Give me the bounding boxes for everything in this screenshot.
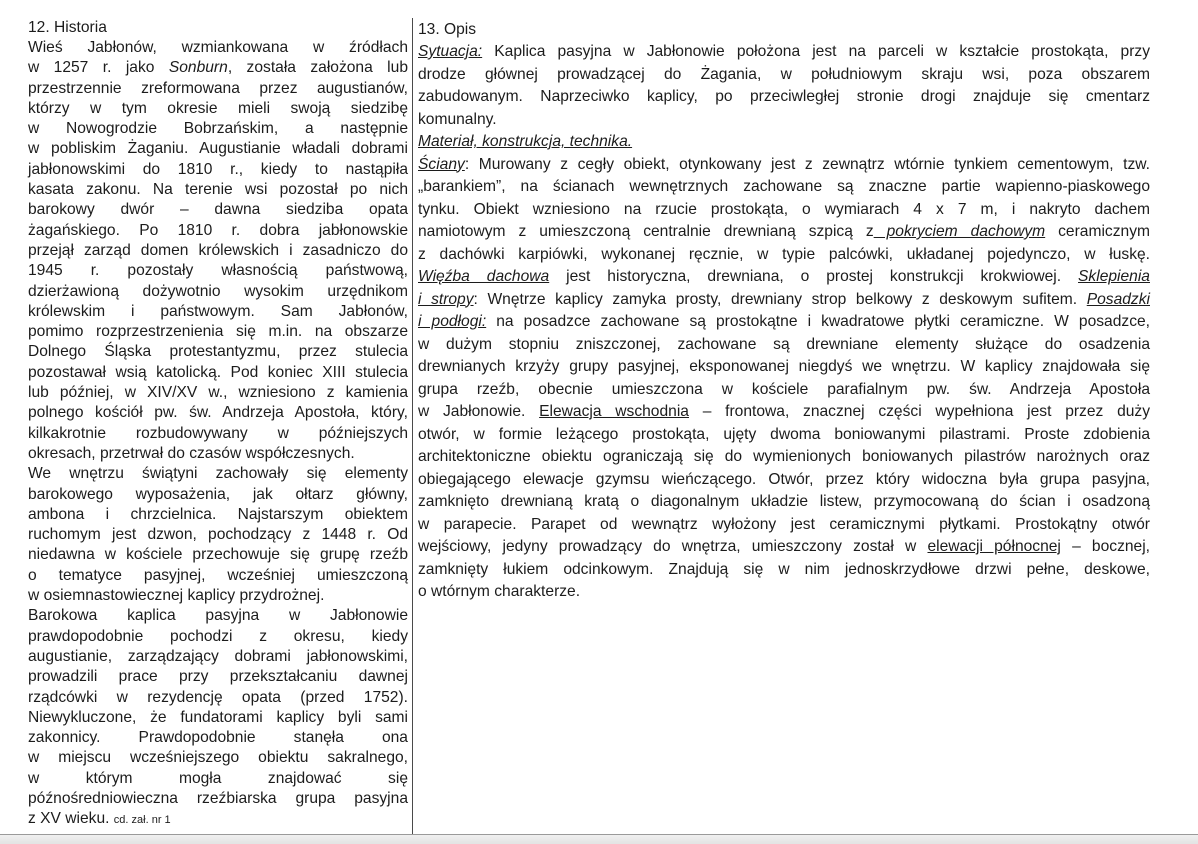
text-line: drodze głównej prowadzącej do Żagania, w południowym skraju wsi, poza obszarem: [418, 65, 1150, 83]
text-line: zamknięty łukiem odcinkowym. Znajdują się w nim jednoskrzydłowe drzwi pełne, deskowe,: [418, 560, 1150, 578]
text-line: w Jabłonowie. Elewacja wschodnia – frontowa, znacznej części wypełniona jest przez duży: [418, 403, 1151, 420]
text-line: pozostawał wsią katolicką. Pod koniec XIII stulecia: [28, 363, 408, 381]
text-line: niedawna w kościele przechowuje się grupę rzeźb: [28, 546, 408, 564]
text-line: królewskim i państwowym. Sam Jabłonów,: [28, 302, 408, 320]
text-line: „barankiem”, na ścianach wewnętrznych zachowane są znaczne partie wapienno-piaskowego: [418, 178, 1150, 195]
attachment-note: cd. zał. nr 1: [113, 814, 171, 827]
text-line: zabudowanym. Naprzeciwko kaplicy, po przeciwległej stronie drogi znajduje się cmentarz: [418, 88, 1150, 105]
text-line: augustianie, zarządzający dobrami jabłonowskimi,: [28, 647, 408, 665]
text-line: w 1257 r. jako Sonburn, została założona lub: [28, 59, 408, 77]
text-line: tynku. Obiekt wzniesiono na rzucie prostokąta, o wymiarach 4 x 7 m, i nakryto dachem: [418, 200, 1150, 218]
text-line: Sytuacja: Kaplica pasyjna w Jabłonowie położona jest na parceli w kształcie prostokąta, przy: [418, 43, 1150, 60]
text-line: w parapecie. Parapet od wewnątrz wyłożony jest ceramicznymi płytkami. Prostokątny otwór: [418, 515, 1150, 533]
text-line: i stropy: Wnętrze kaplicy zamyka prosty, drewniany strop belkowy z deskowym sufitem. Posadzki: [418, 290, 1150, 308]
text-line: o tematyce pasyjnej, wcześniej umieszczoną: [28, 566, 408, 584]
text-line: kasata zakonu. Na terenie wsi pozostał po nich: [28, 181, 408, 199]
text-line: przejął zarząd domen królewskich i zasadniczo do: [28, 241, 408, 259]
label-material: Materiał, konstrukcja, technika.: [418, 133, 633, 150]
text-line: namiotowym z umieszczoną centralnie drewnianą szpicą z pokryciem dachowym ceramicznym: [418, 223, 1150, 240]
text-line: polnego kościół pw. św. Andrzeja Apostoła, który,: [28, 404, 408, 422]
text-line: barokowy dwór – dawna siedziba opata: [28, 201, 408, 219]
text-line: późnośredniowieczna rzeźbiarska grupa pasyjna: [28, 789, 408, 807]
text-line: rządcówki w rezydencję opata (przed 1752).: [28, 688, 408, 706]
section-historia: [28, 18, 408, 831]
label-posadzki: Posadzki: [1086, 290, 1150, 308]
text-line: w osiemnastowiecznej kaplicy przydrożnej.: [28, 587, 325, 605]
text-line: z XV wieku. cd. zał. nr 1: [28, 810, 171, 828]
label-pokrycie: pokryciem dachowym: [873, 223, 1046, 240]
text-line: zakonnicy. Prawdopodobnie stanęła ona: [28, 729, 408, 747]
text-line: prowadzili prace przy przekształcaniu dawnej: [28, 668, 408, 686]
text-line: jabłonowskimi do 1810 r., kiedy to nastąpiła: [28, 160, 408, 178]
text-line: grupa rzeźb, obecnie umieszczona w kościele parafialnym pw. św. Andrzeja Apostoła: [418, 380, 1150, 398]
text-line: 1945 r. pozostały własnością państwową,: [28, 262, 408, 280]
text-line: okresach, przetrwał do czasów współczesnych.: [28, 444, 355, 462]
text-line: architektoniczne obiektu ograniczają się do wymienionych boniowanych pilastrów narożnych oraz: [418, 448, 1150, 465]
text-line: Wieś Jabłonów, wzmiankowana w źródłach: [28, 39, 408, 56]
text-line: lub później, w XIV/XV w., wzniesiono z kamienia: [28, 384, 408, 402]
text-line: i podłogi: na posadzce zachowane są prostokątne i kwadratowe płytki ceramiczne. W posadzce,: [418, 313, 1150, 330]
sonburn-name: Sonburn: [168, 59, 228, 77]
text-line: prawdopodobnie pochodzi z okresu, kiedy: [28, 627, 408, 645]
label-stropy: i stropy: [418, 290, 474, 308]
text-line: zamknięto drewnianą kratą o diagonalnym układzie listew, przymocowaną do ścian i osadzoną: [418, 493, 1150, 510]
label-sklepienia: Sklepienia: [1078, 268, 1150, 285]
label-sytuacja: Sytuacja:: [418, 43, 483, 60]
text-line: pomimo rozprzestrzenienia się m.in. na obszarze: [28, 323, 408, 341]
text-line: przestrzennie zreformowana przez augustianów,: [28, 79, 408, 97]
text-line: żagańskiego. Po 1810 r. dobra jabłonowskie: [28, 221, 408, 239]
text-line: [418, 131, 1150, 154]
text-line: Barokowa kaplica pasyjna w Jabłonowie: [28, 607, 408, 625]
label-elewacja-wschodnia: Elewacja wschodnia: [539, 403, 689, 420]
text-line: w Nowogrodzie Bobrzańskim, a następnie: [28, 120, 408, 138]
text-line: barokowego wyposażenia, jak ołtarz główny,: [28, 485, 408, 503]
label-podlogi: i podłogi:: [418, 313, 487, 330]
text-line: w dużym stopniu zniszczonej, zachowane są drewniane elementy służące do osadzenia: [418, 335, 1150, 353]
text-line: w miejscu wcześniejszego obiektu sakralnego,: [28, 749, 408, 767]
text-line: obiegającego elewacje gzymsu wieńczącego. Otwór, przez który widoczna była grupa pasyjna,: [418, 470, 1150, 488]
text-line: Niewykluczone, że fundatorami kaplicy byli sami: [28, 708, 408, 726]
text-line: w pobliskim Żaganiu. Augustianie władali dobrami: [28, 140, 408, 158]
label-elewacja-polnocna: elewacji północnej: [927, 538, 1061, 555]
text-line: komunalny.: [418, 110, 497, 128]
text-line: wejściowy, jedyny prowadzący do wnętrza, umieszczony został w elewacji północnej – bocznej,: [418, 538, 1151, 555]
historia-heading: 12. Historia: [28, 19, 107, 36]
text-line: We wnętrzu świątyni zachowały się elementy: [28, 465, 408, 483]
text-line: Dolnego Śląska protestantyzmu, przez stulecia: [28, 343, 408, 361]
text-line: ruchomym jest dzwon, pochodzący z 1448 r. Od: [28, 526, 408, 544]
text-line: dzierżawioną dożywotnio wysokim urzędnikom: [28, 282, 408, 300]
text-line: z dachówki karpiówki, wykonanej ręcznie, w typie palcówki, układanej pojedynczo, w łuskę.: [418, 245, 1150, 263]
text-line: w którym mogła znajdować się: [28, 769, 408, 787]
section-opis: [418, 18, 1150, 604]
text-line: Więźba dachowa jest historyczna, drewniana, o prostej konstrukcji krokwiowej. Sklepienia: [418, 268, 1150, 285]
text-line: którzy w tym okresie mieli swoją siedzibę: [28, 99, 408, 117]
column-divider: [412, 18, 413, 834]
text-line: Ściany: Murowany z cegły obiekt, otynkowany jest z zewnątrz wtórnie tynkiem cementowym, tzw.: [418, 155, 1150, 173]
text-line: otwór, w formie leżącego prostokąta, ujęty dwoma boniowanymi pilastrami. Proste zdobienia: [418, 425, 1150, 443]
label-sciany: Ściany: [418, 155, 465, 173]
text-line: ambona i chrzcielnica. Najstarszym obiektem: [28, 505, 408, 523]
opis-heading: 13. Opis: [418, 21, 477, 38]
text-line: drewnianych krzyży grupy pasyjnej, eksponowanej niegdyś we wnętrzu. W kaplicy znajdowała się: [418, 358, 1150, 375]
text-line: o wtórnym charakterze.: [418, 583, 581, 600]
label-wiezba: Więźba dachowa: [418, 268, 550, 285]
text-line: kilkakrotnie rozbudowywany w późniejszych: [28, 424, 408, 442]
